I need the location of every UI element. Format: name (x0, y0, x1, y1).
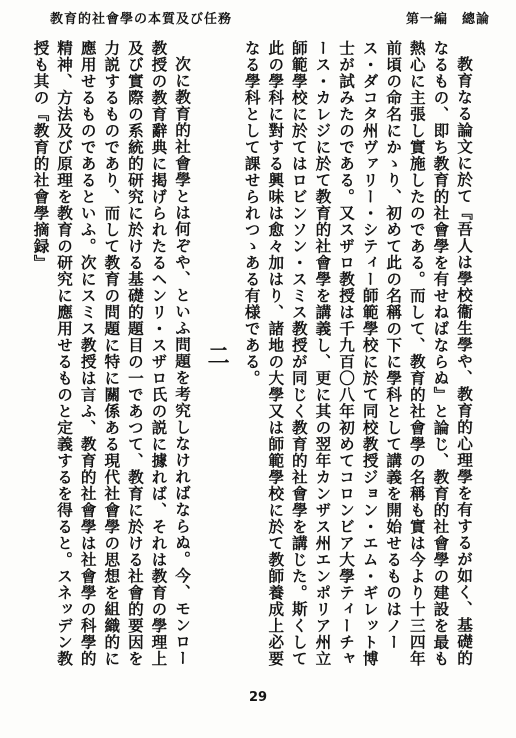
running-head-section: 第一編 總論 (405, 12, 490, 27)
running-head-title: 教育的社會學の本質及び任務 (50, 12, 233, 27)
paragraph: 次に教育的社會學とは何ぞや、といふ問題を考究しなければならぬ。今、モンロー教授の教育辭典に掲げられたるヘンリ・スザロ氏の説に據れば、それは教育の學理上及び實際の系統的研究に於ける基礎的題目の一であつて、教育に於ける社會的要因を力説するものであり、而して教育の問題に特に關係ある現代社會學の思想を組織的に應用せるものであるといふ。次にスミス教授は言ふ、教育的社會學は社會學の科學的精神、方法及び原理を教育の研究に應用せるものと定義するを得ると。スネッデン教授も其の『教育的社會學摘録』 (31, 40, 193, 667)
body-text (31, 40, 476, 670)
section-number: 二 (204, 343, 231, 367)
paragraph: 教育なる論文に於て『吾人は學校衞生學や、教育的心理學を有するが如く、基礎的なるもの、即ち教育的社會學を有せねばならぬ』と論じ、教育的社會學の建設を最も熱心に主張し實施したのである。而して、教育的社會學の名稱も實は今より十三四年前頃の命名にかゝり、初めて此の名稱の下に學科として講義を開始せるものはノース・ダコタ州ヴァリー・シティー師範學校に於て同校教授ジョン・エム・ギレット博士が試みたのである。又スザロ教授は千九百〇八年初めてコロンビア大學ティーチャース・カレジに於て教育的社會學を講義し、更に其の翌年カンザス州エンポリア州立師範學校に於てはロビンソン・スミス教授が同じく教育的社會學を講じた。斯くして此の學科に對する興味は愈々加はり、諸地の大學又は師範學校に於て教師養成上必要なる學科として課せられつゝある有様である。 (242, 40, 474, 667)
page-number: 29 (248, 690, 268, 705)
